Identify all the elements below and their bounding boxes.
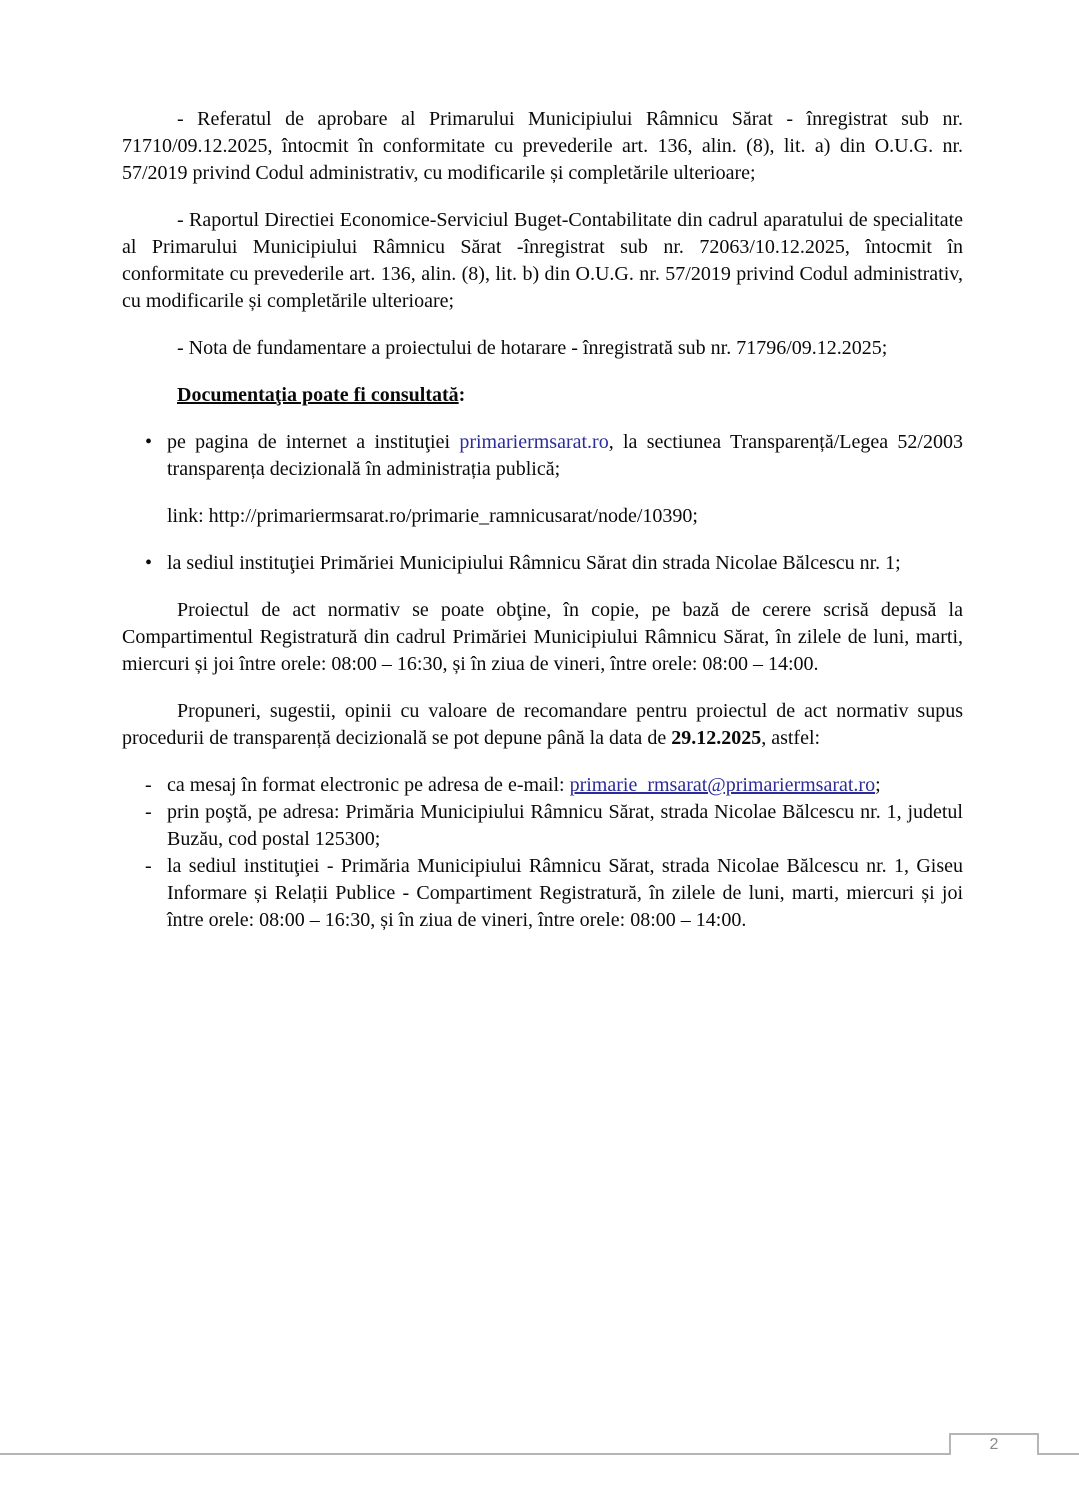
dash-sediu-text: la sediul instituţiei - Primăria Municipiului Râmnicu Sărat, strada Nicolae Bălcescu nr. 1, Giseu Informare și Relații Publice - Compartiment Registratură, în zilele de luni, marti, miercuri și joi între orele: 08:00 – 16:30, și în ziua de vineri, între orele: 08:00 – 14:00. bbox=[167, 855, 963, 931]
dash-posta-text: prin poştă, pe adresa: Primăria Municipiului Râmnicu Sărat, strada Nicolae Bălcescu nr. 1, judetul Buzău, cod postal 125300; bbox=[167, 801, 963, 850]
paragraph-propuneri bbox=[122, 698, 963, 752]
website-link[interactable]: primariermsarat.ro bbox=[459, 431, 609, 453]
bullet-item-website bbox=[122, 429, 963, 483]
bullet-icon: • bbox=[145, 431, 153, 453]
paragraph-referat-aprobare: - Referatul de aprobare al Primarului Municipiului Râmnicu Sărat - înregistrat sub nr. 71710/09.12.2025, întocmit în conformitate cu prevederile art. 136, alin. (8), lit. a) din O.U.G. nr. 57/2019 privind Codul administrativ, cu modificarile și completările ulterioare; bbox=[122, 108, 963, 184]
page-number-tab bbox=[949, 1433, 1039, 1455]
paragraph-proiect-copie: Proiectul de act normativ se poate obţine, în copie, pe bază de cerere scrisă depusă la Compartimentul Registratură din cadrul Primăriei Municipiului Râmnicu Sărat, în zilele de luni, marti, miercuri și joi între orele: 08:00 – 16:30, și în ziua de vineri, între orele: 08:00 – 14:00. bbox=[122, 599, 963, 675]
propuneri-text-pre: Propuneri, sugestii, opinii cu valoare de recomandare pentru proiectul de act normativ supus procedurii de transparență decizională se pot depune până la data de bbox=[122, 700, 963, 749]
dash-item-sediu-registratura bbox=[122, 853, 963, 934]
page-number: 2 bbox=[989, 1436, 999, 1453]
dash-item-email bbox=[122, 772, 963, 799]
section-heading-documentatia bbox=[122, 382, 963, 409]
bullet-sediu-text: la sediul instituţiei Primăriei Municipiului Râmnicu Sărat din strada Nicolae Bălcescu nr. 1; bbox=[167, 552, 901, 574]
dash-icon: - bbox=[145, 801, 152, 823]
bullet-website-text-post: , la sectiunea Transparență/Legea 52/2003 transparența decizională în administrația publică; bbox=[167, 431, 963, 480]
bullet-icon: • bbox=[145, 552, 153, 574]
bullet-item-sediu bbox=[122, 550, 963, 577]
section-heading-colon: : bbox=[458, 384, 466, 406]
footer-divider-line bbox=[0, 1453, 1079, 1455]
dash-icon: - bbox=[145, 774, 152, 796]
bullet-website-text-pre: pe pagina de internet a instituţiei bbox=[167, 431, 460, 453]
dash-email-text-post: ; bbox=[875, 774, 881, 796]
paragraph-nota-fundamentare: - Nota de fundamentare a proiectului de hotarare - înregistrată sub nr. 71796/09.12.2025; bbox=[177, 337, 888, 359]
document-content bbox=[122, 106, 963, 934]
node-url-line: link: http://primariermsarat.ro/primarie_ramnicusarat/node/10390; bbox=[167, 505, 698, 527]
propuneri-text-post: , astfel: bbox=[761, 727, 821, 749]
email-link[interactable]: primarie_rmsarat@primariermsarat.ro bbox=[569, 774, 876, 796]
paragraph-raport-directie: - Raportul Directiei Economice-Serviciul Buget-Contabilitate din cadrul aparatului de specialitate al Primarului Municipiului Râmnicu Sărat -înregistrat sub nr. 72063/10.12.2025, întocmit în conformitate cu prevederile art. 136, alin. (8), lit. b) din O.U.G. nr. 57/2019 privind Codul administrativ, cu modificarile și completările ulterioare; bbox=[122, 209, 963, 312]
deadline-date: 29.12.2025 bbox=[671, 727, 762, 749]
dash-icon: - bbox=[145, 855, 152, 877]
dash-item-posta bbox=[122, 799, 963, 853]
dash-email-text-pre: ca mesaj în format electronic pe adresa de e-mail: bbox=[167, 774, 570, 796]
section-heading-text: Documentaţia poate fi consultată bbox=[177, 384, 459, 406]
